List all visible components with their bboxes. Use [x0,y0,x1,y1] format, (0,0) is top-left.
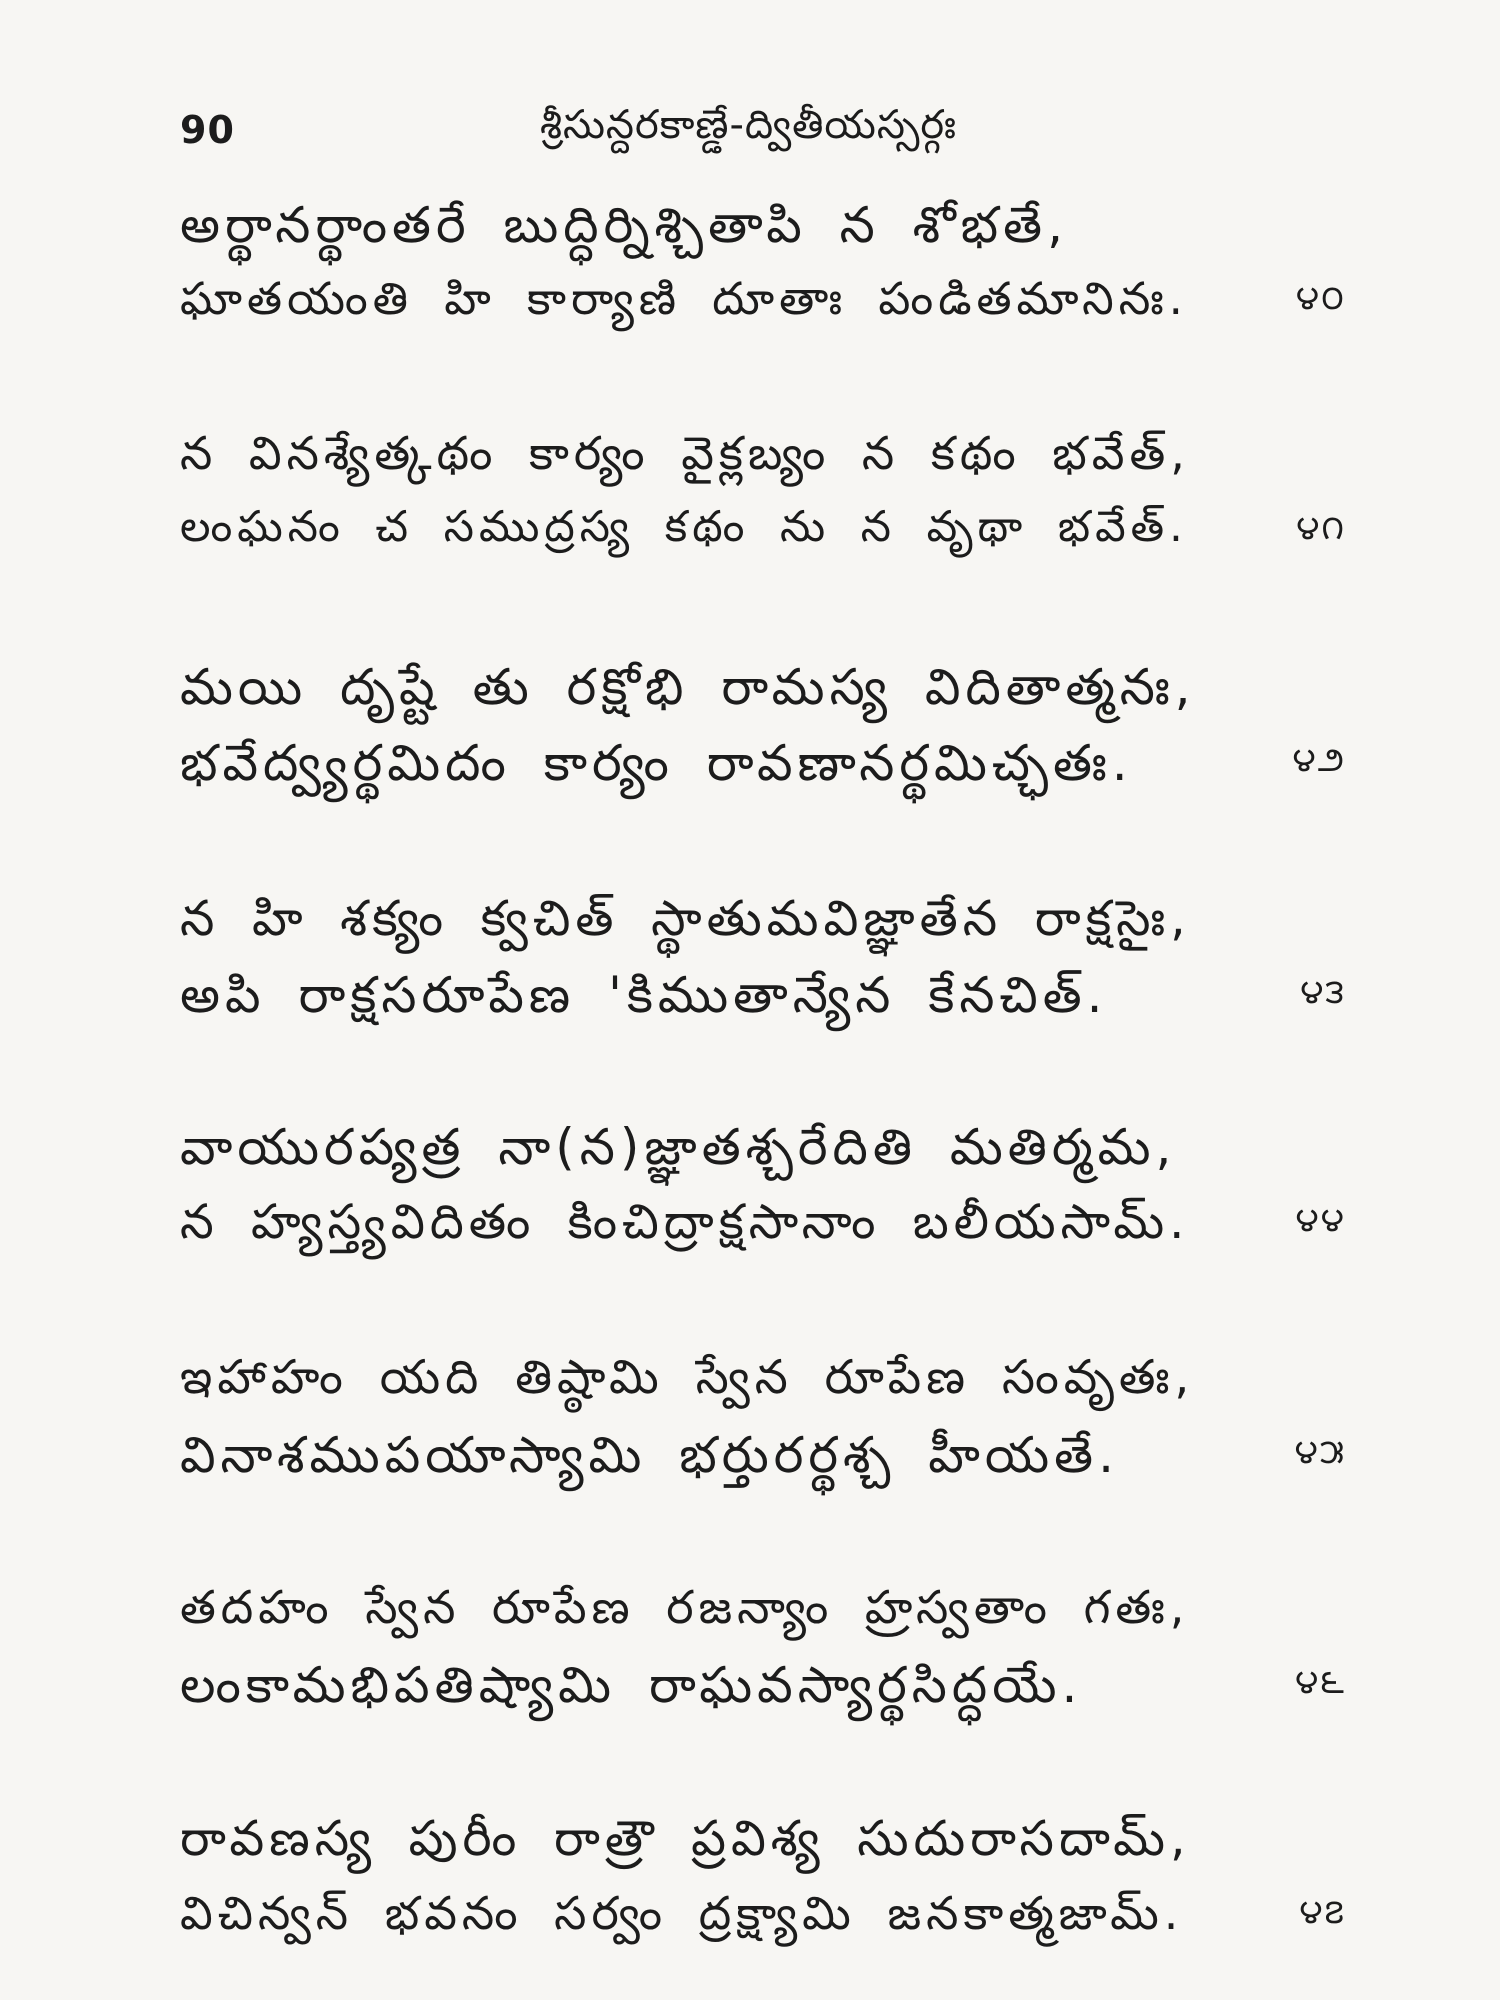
verse-41 [180,426,1350,586]
verse-line-2: భవేద్వ్యర్థమిదం కార్యం రావణానర్థమిచ్ఛతః. [180,734,1133,792]
verse-line-1: ఇహాహం యది తిష్ఠామి స్వేన రూపేణ సంవృతః, [180,1350,1195,1405]
verse-line-1: తదహం స్వేన రూపేణ రజన్యాం హ్రస్వతాం గతః, [180,1580,1190,1634]
verse-line-2: లంకామభిపతిష్యామి రాఘవస్యార్థసిద్ధయే. [180,1656,1083,1714]
page-number: 90 [180,108,235,152]
verse-line-2: న హ్యస్త్యవిదితం కించిద్రాక్షసానాం బలీయసామ్. [180,1194,1190,1250]
verse-43 [180,890,1350,1050]
verse-number: ౪౭ [1299,1892,1346,1932]
verse-44 [180,1118,1350,1278]
verse-number: ౪౪ [1295,1200,1346,1240]
verse-line-1: రావణస్య పురీం రాత్రౌ ప్రవిశ్య సుదురాసదామ్, [180,1810,1191,1867]
verse-line-2: వినాశముపయాస్యామి భర్తురర్థశ్చ హీయతే. [180,1426,1119,1484]
page-header [180,102,1350,162]
verse-line-2: అపి రాక్షసరూపేణ 'కిముతాన్యేన కేనచిత్. [180,966,1108,1024]
running-title: శ్రీసున్దరకాణ్డే-ద్వితీయస్సర్గః [540,102,957,148]
verse-line-1: న హి శక్యం క్వచిత్ స్థాతుమవిజ్ఞాతేన రాక్షసైః, [180,890,1191,947]
verse-46 [180,1580,1350,1740]
verse-line-2: ఘాతయంతి హి కార్యాణి దూతాః పండితమానినః. [180,272,1188,325]
verse-line-2: విచిన్వన్ భవనం సర్వం ద్రక్ష్యామి జనకాత్మజామ్. [180,1886,1184,1940]
verse-number: ౪౧ [1296,508,1346,548]
verse-line-2: లంఘనం చ సముద్రస్య కథం ను న వృథా భవేత్. [180,502,1188,552]
verse-42 [180,658,1350,818]
verse-40 [180,196,1350,356]
verse-number: ౪౬ [1294,1662,1346,1702]
verse-line-1: వాయురప్యత్ర నా(న)జ్ఞాతశ్చరేదితి మతిర్మమ, [180,1118,1177,1176]
verse-line-1: మయి దృష్టే తు రక్షోభి రామస్య విదితాత్మనః, [180,658,1196,716]
verse-45 [180,1350,1350,1510]
verse-number: ౪౫ [1294,1432,1346,1472]
verse-number: ౪౨ [1292,740,1346,780]
verse-line-1: న వినశ్యేత్కథం కార్యం వైక్లబ్యం న కథం భవేత్, [180,426,1190,480]
verse-47 [180,1810,1350,1970]
verse-number: ౪౦ [1295,278,1346,318]
verse-number: ౪౩ [1300,972,1346,1012]
verse-line-1: అర్థానర్థాంతరే బుద్ధిర్నిశ్చితాపి న శోభతే, [180,196,1068,254]
